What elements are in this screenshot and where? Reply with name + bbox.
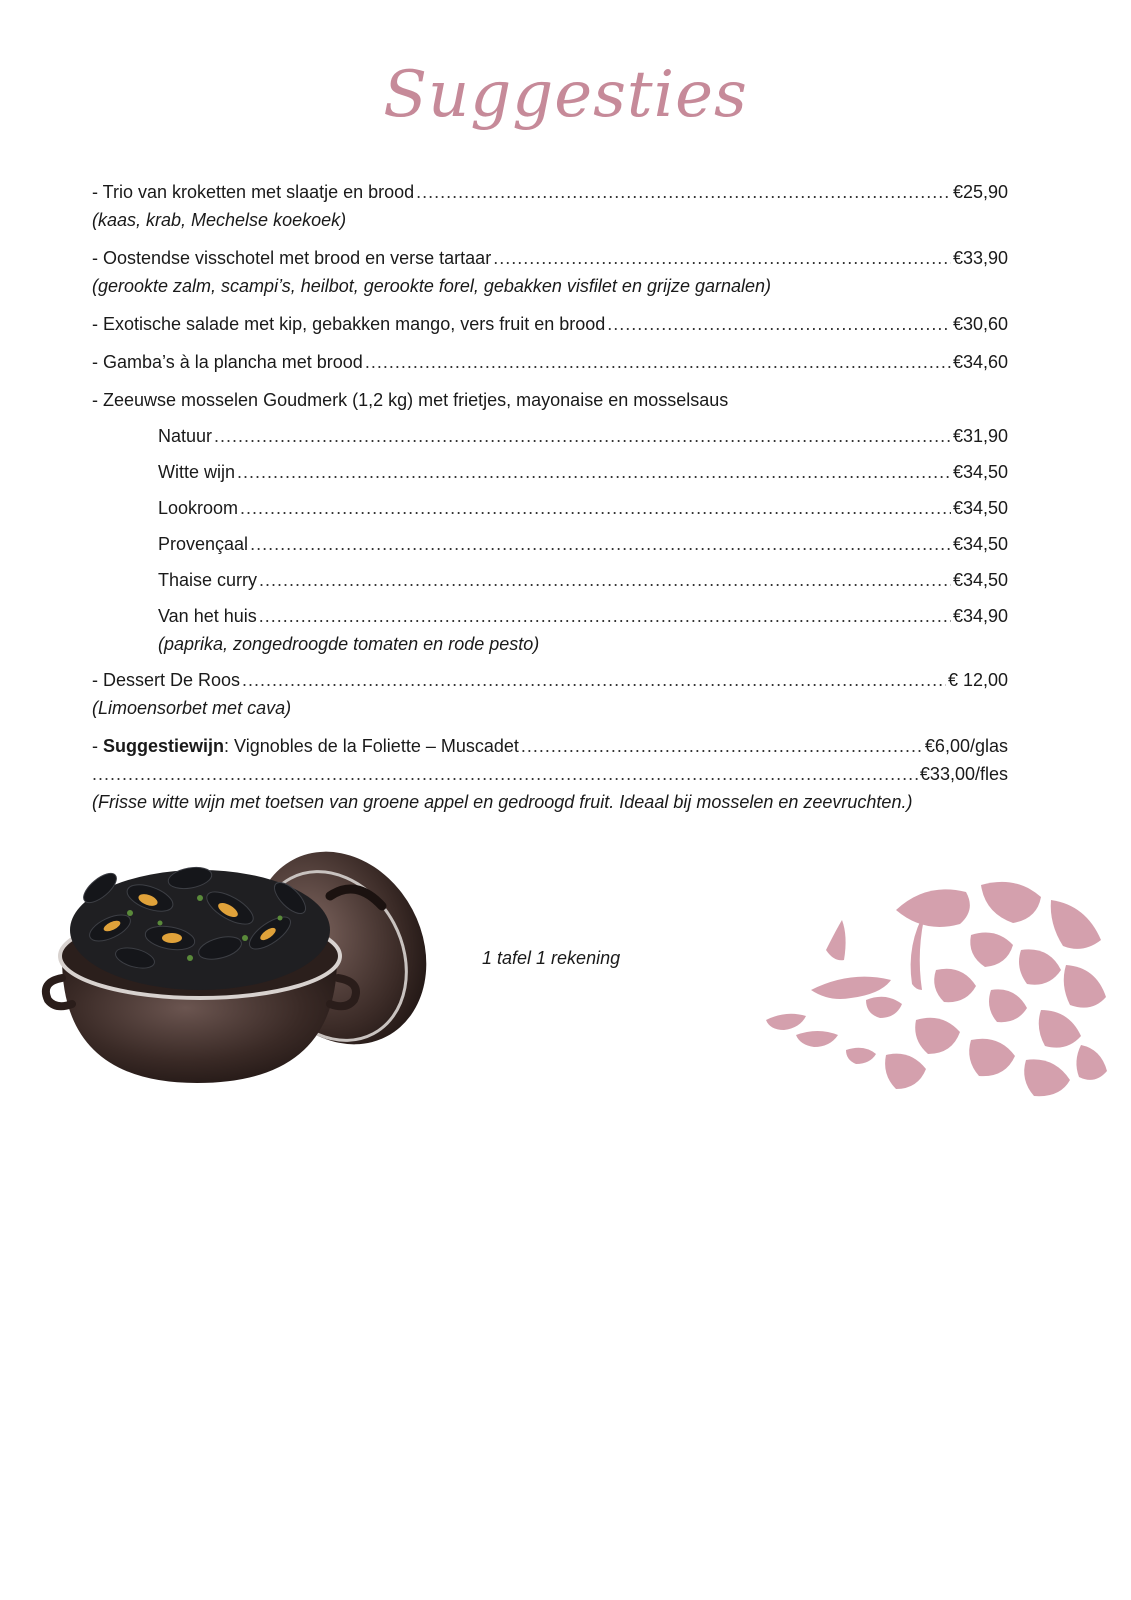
menu-item (92, 348, 1008, 376)
dot-leader (493, 244, 951, 272)
menu-item (92, 310, 1008, 338)
variant-note: (paprika, zongedroogde tomaten en rode pesto) (158, 634, 540, 654)
menu-item (92, 244, 1008, 272)
variant-price: €34,50 (952, 570, 1008, 590)
mussel-variant (92, 530, 1008, 558)
wine-name (92, 732, 519, 760)
item-price: € 12,00 (947, 670, 1008, 690)
item-price: €34,60 (952, 352, 1008, 372)
wine-title: : Vignobles de la Foliette – Muscadet (224, 736, 519, 756)
dot-leader (607, 310, 951, 338)
dessert-item (92, 666, 1008, 694)
dot-leader (242, 666, 946, 694)
item-note: (gerookte zalm, scampi’s, heilbot, gerookte forel, gebakken visfilet en grijze garnalen) (92, 276, 772, 296)
variant-name: Van het huis (158, 606, 257, 626)
item-name: - Dessert De Roos (92, 670, 241, 690)
dot-leader (240, 494, 951, 522)
dot-leader (365, 348, 951, 376)
wine-prefix: - (92, 736, 103, 756)
menu-item (92, 178, 1008, 206)
item-name: - Trio van kroketten met slaatje en brood (92, 182, 415, 202)
wine-label: Suggestiewijn (103, 736, 225, 756)
wine-price-bottle: €33,00/fles (919, 764, 1008, 784)
footer-note: 1 tafel 1 rekening (482, 948, 621, 968)
item-name: - Oostendse visschotel met brood en verse tartaar (92, 248, 492, 268)
wine-note: (Frisse witte wijn met toetsen van groene appel en gedroogd fruit. Ideaal bij mosselen en zeevruchten.) (92, 792, 913, 812)
dot-leader (92, 760, 918, 788)
dot-leader (259, 602, 951, 630)
mussel-pot-image (40, 838, 440, 1088)
dot-leader (259, 566, 951, 594)
wine-price-glass: €6,00/glas (924, 736, 1008, 756)
wine-item (92, 732, 1008, 760)
variant-name: Witte wijn (158, 462, 236, 482)
dot-leader (237, 458, 951, 486)
dot-leader (416, 178, 951, 206)
variant-price: €34,90 (952, 606, 1008, 626)
menu-list (92, 178, 1008, 816)
variant-name: Natuur (158, 426, 213, 446)
item-price: €33,90 (952, 248, 1008, 268)
dot-leader (250, 530, 951, 558)
item-name: - Exotische salade met kip, gebakken mango, vers fruit en brood (92, 314, 606, 334)
mussel-variant (92, 602, 1008, 630)
dot-leader (521, 732, 923, 760)
variant-price: €31,90 (952, 426, 1008, 446)
variant-name: Thaise curry (158, 570, 258, 590)
item-price: €25,90 (952, 182, 1008, 202)
item-name: - Gamba’s à la plancha met brood (92, 352, 363, 372)
item-price: €30,60 (952, 314, 1008, 334)
rose-decoration (766, 870, 1110, 1102)
mussel-variant (92, 566, 1008, 594)
mussels-heading (92, 386, 1008, 414)
mussel-variant (92, 422, 1008, 450)
variant-name: Lookroom (158, 498, 239, 518)
item-note: (kaas, krab, Mechelse koekoek) (92, 210, 347, 230)
wine-bottle-row (92, 760, 1008, 788)
variant-price: €34,50 (952, 462, 1008, 482)
mussel-variant (92, 458, 1008, 486)
variant-name: Provençaal (158, 534, 249, 554)
item-note: (Limoensorbet met cava) (92, 698, 292, 718)
dot-leader (214, 422, 951, 450)
variant-price: €34,50 (952, 534, 1008, 554)
mussel-variant (92, 494, 1008, 522)
item-name: - Zeeuwse mosselen Goudmerk (1,2 kg) met frietjes, mayonaise en mosselsaus (92, 390, 729, 410)
page-title: Suggesties (383, 58, 748, 132)
variant-price: €34,50 (952, 498, 1008, 518)
